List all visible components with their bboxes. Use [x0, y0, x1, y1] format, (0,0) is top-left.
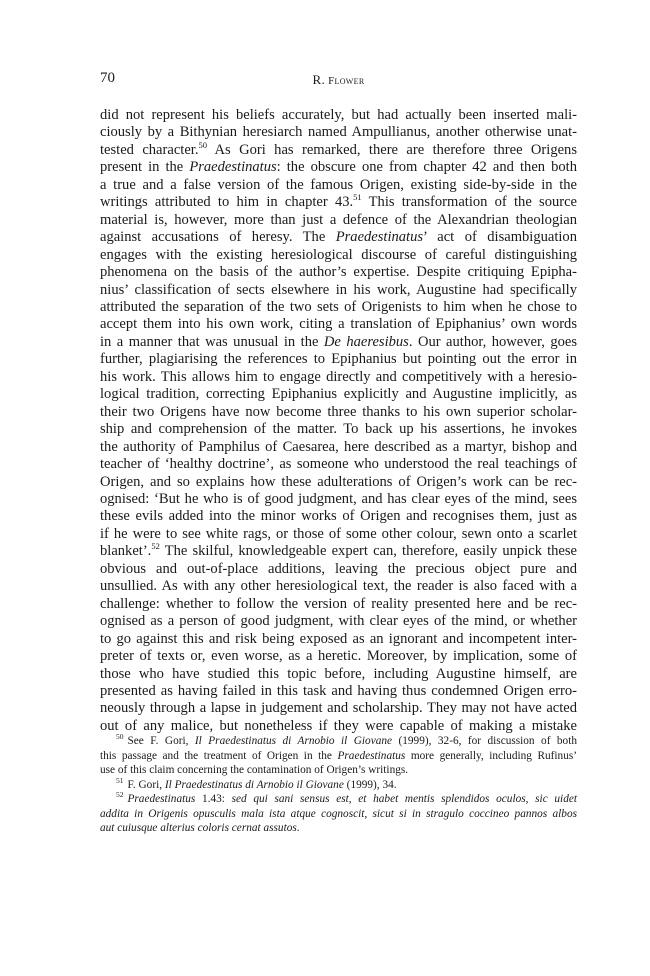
text-line: these evils added into the minor works of Origen and recognises them, just as: [100, 508, 577, 525]
text-line: to go against this and risk being exposed as an ignorant and incompetent inter-: [100, 630, 577, 647]
text-line: in a manner that was unusual in the De haeresibus. Our author, however, goes: [100, 333, 578, 350]
text-line: neously through a lapse in judgement and scholarship. They may not have acted: [100, 700, 577, 717]
text-line: nius’ classification of sects elsewhere in his work, Augustine had specifically: [100, 281, 577, 298]
text-line: ciously by a Bithynian heresiarch named Ampullianus, another otherwise unat-: [100, 124, 577, 141]
running-head-initial: R.: [312, 72, 326, 87]
text-line: attributed the separation of the two sets of Origenists to him when he chose to: [100, 298, 577, 315]
text-line: the authority of Pamphilus of Caesarea, here described as a martyr, bishop and: [100, 438, 577, 455]
footnote-50: $^{50}$ See F. Gori, Il Praedestinatus di Arnobio il Giovane (1999), 32-6, for discussion of both: [116, 732, 577, 747]
text-line: those who have studied this topic before, including Augustine himself, are: [100, 665, 577, 682]
footnote-51: $^{51}$ F. Gori, Il Praedestinatus di Arnobio il Giovane (1999), 34.: [116, 775, 397, 791]
text-line: ship and comprehension of the matter. To back up his assertions, he invokes: [100, 421, 577, 438]
running-head-name: Flower: [328, 75, 365, 87]
text-line: accept them into his own work, citing a translation of Epiphanius’ own words: [100, 316, 577, 333]
footnotes: [100, 734, 577, 836]
text-line: if he were to see white rags, or those of some other colour, sewn onto a scarlet: [100, 525, 577, 542]
text-line: presented as having failed in this task and having thus condemned Origen erro-: [100, 682, 577, 699]
text-line: unsullied. As with any other heresiological text, the reader is also faced with a: [100, 578, 577, 595]
text-line: challenge: whether to follow the version of reality presented here and be rec-: [100, 595, 577, 612]
running-head: [100, 72, 577, 88]
text-line: his work. This allows him to engage directly and competitively with a heresio-: [100, 368, 577, 385]
footnote-50-cont: this passage and the treatment of Origen in the Praedestinatus more generally, including Rufinus’: [100, 749, 577, 762]
page-header: [100, 70, 577, 90]
text-line: ognised as a person of good judgment, with clear eyes of the mind, or whether: [100, 613, 577, 630]
text-line: logical tradition, correcting Epiphanius explicitly and Augustine implicitly, as: [100, 386, 577, 403]
text-line: material is, however, more than just a defence of the Alexandrian theologian: [100, 211, 577, 228]
text-line: teacher of ‘healthy doctrine’, as someone who understood the real teachings of: [100, 456, 577, 473]
footnote-ref-50[interactable]: 50: [198, 140, 207, 151]
text-line: present in the Praedestinatus: the obscure one from chapter 42 and then both: [100, 159, 577, 176]
footnote-52: $^{52}$ Praedestinatus 1.43: sed qui sani sensus est, et habet mentis splendidos oculos, sic uidet: [116, 790, 577, 805]
text-line: Origen, and so explains how these adulterations of Origen’s work can be rec-: [100, 473, 577, 490]
footnote-ref-51[interactable]: 51: [353, 192, 362, 203]
text-line: further, plagiarising the references to Epiphanius but pointing out the error in: [100, 351, 577, 368]
text-line: out of any malice, but nonetheless if they were capable of making a mistake: [100, 717, 577, 734]
footnote-52-end: aut cuiusque alterius coloris cernat assutos.: [100, 822, 300, 834]
footnote-52-cont: addita in Origenis opusculis mala ista atque cognoscit, sicut si in stragulo coccineo pannos albos: [100, 807, 577, 820]
text-line: blanket’.$^{52}$ The skilful, knowledgeable expert can, therefore, easily unpick these: [100, 541, 577, 560]
text-line: writings attributed to him in chapter 43.51 This transformation of the source: [100, 192, 578, 211]
footnote-ref-52[interactable]: 52: [151, 541, 160, 552]
text-line: their two Origens have now become three thanks to his own superior scholar-: [100, 403, 577, 420]
text-line: did not represent his beliefs accurately, but had actually been inserted mali-: [100, 107, 577, 123]
text-line: preter of texts or, even worse, as a heretic. Moreover, by implication, some of: [100, 648, 577, 665]
footnote-50-end: use of this claim concerning the contamination of Origen’s writings.: [100, 764, 409, 776]
text-line: phenomena on the basis of the author’s expertise. Despite critiquing Epipha-: [100, 264, 577, 281]
text-line: ognised: ‘But he who is of good judgment, and has clear eyes of the mind, sees: [100, 490, 577, 507]
text-line: against accusations of heresy. The Praedestinatus’ act of disambiguation: [100, 229, 577, 246]
body-text: [100, 107, 577, 735]
text-line: a true and a false version of the famous Origen, existing side-by-side in the: [100, 176, 577, 193]
text-line: obvious and out-of-place additions, leaving the precious object pure and: [100, 560, 577, 577]
page-number: 70: [100, 70, 115, 86]
text-line: tested character.$^{50}$ As Gori has remarked, there are therefore three Origens: [100, 140, 577, 158]
text-line: engages with the existing heresiological discourse of careful distinguishing: [100, 246, 577, 263]
